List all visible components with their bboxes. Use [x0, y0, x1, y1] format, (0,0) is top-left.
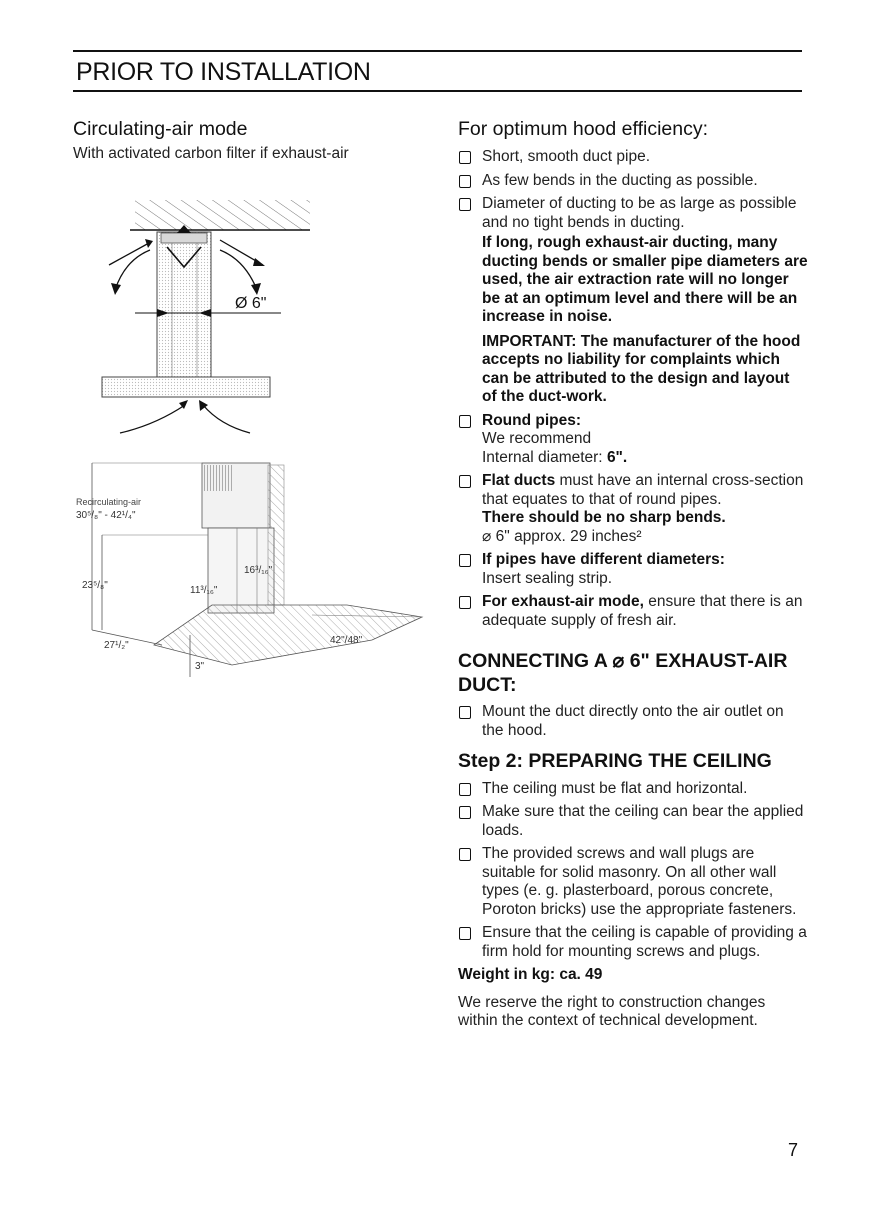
round-pipes-label: Round pipes: — [482, 411, 582, 429]
title-underline — [73, 90, 802, 92]
diff-diameter-text: Insert sealing strip. — [482, 569, 613, 587]
dim-16-label: 16³/₁₆" — [244, 565, 273, 576]
round-pipes-text: We recommend — [482, 430, 592, 448]
pipe-list — [458, 412, 808, 631]
ceiling-item: The provided screws and wall plugs are suitable for solid masonry. On all other wall types (e. g. plasterboard, porous concrete, Poroton bricks) use the appropriate fasteners. — [458, 845, 808, 919]
right-column — [458, 118, 808, 1031]
connecting-item: Mount the duct directly onto the air outlet on the hood. — [458, 703, 808, 740]
ceiling-item: The ceiling must be flat and horizontal. — [458, 780, 808, 799]
efficiency-heading: For optimum hood efficiency: — [458, 118, 709, 140]
hood-canopy-3d — [154, 605, 422, 665]
ducting-warning: If long, rough exhaust-air ducting, many ducting bends or smaller pipe diameters are used, the air extraction rate will no longer be at an optimum level and there will be an increase in noise. — [482, 234, 808, 326]
flat-ducts-approx: ⌀ 6" approx. 29 inches² — [482, 527, 642, 545]
hood-dimensions-diagram — [72, 455, 432, 680]
liability-notice: IMPORTANT: The manufacturer of the hood accepts no liability for complaints which can be attributed to the design and layout of the duct-work. — [482, 332, 801, 406]
hood-canopy — [102, 377, 270, 397]
height-range-label: 30⁵/₈" - 42¹/₄" — [76, 510, 136, 521]
connecting-heading: CONNECTING A ⌀ 6" EXHAUST-AIR DUCT: — [458, 650, 788, 696]
dim-11-label: 11³/₁₆" — [190, 585, 218, 596]
connecting-list — [458, 703, 808, 740]
round-pipes-diameter-value: 6". — [606, 448, 628, 466]
flat-ducts-label: Flat ducts — [482, 472, 556, 490]
efficiency-item: Short, smooth duct pipe. — [458, 148, 808, 167]
circulating-heading: Circulating-air mode — [73, 118, 248, 140]
dim-27-label: 27¹/₂" — [104, 640, 129, 651]
page-number: 7 — [788, 1140, 799, 1160]
ceiling-list — [458, 780, 808, 962]
circulating-subtitle: With activated carbon filter if exhaust-air — [73, 145, 349, 163]
diff-diameter-item — [458, 551, 808, 588]
circulating-air-diagram — [95, 195, 315, 440]
step2-heading: Step 2: PREPARING THE CEILING — [458, 750, 772, 773]
ceiling-item: Make sure that the ceiling can bear the applied loads. — [458, 803, 808, 840]
diameter-label: Ø 6" — [235, 295, 267, 312]
dim-3-label: 3" — [195, 661, 205, 672]
diff-diameter-label: If pipes have different diameters: — [482, 551, 725, 569]
recirc-label: Recirculating-air — [76, 497, 142, 507]
top-rule — [73, 50, 802, 52]
exhaust-mode-item — [458, 593, 808, 630]
flat-ducts-bends: There should be no sharp bends. — [482, 509, 726, 527]
ceiling-hatch — [135, 200, 310, 230]
exhaust-mode-text: ensure that there is an adequate supply of fresh air. — [482, 593, 803, 629]
flat-ducts-item — [458, 472, 808, 546]
flat-ducts-text: must have an internal cross-section that equates to that of round pipes. — [482, 472, 804, 508]
efficiency-item: As few bends in the ducting as possible. — [458, 172, 808, 191]
efficiency-item: Diameter of ducting to be as large as possible and no tight bends in ducting. — [458, 195, 808, 232]
dim-23-label: 23⁵/₈" — [82, 580, 108, 591]
page-title: PRIOR TO INSTALLATION — [76, 58, 371, 86]
chimney — [157, 232, 211, 377]
left-column — [73, 118, 413, 164]
round-pipes-item — [458, 412, 808, 468]
ceiling-item: Ensure that the ceiling is capable of providing a firm hold for mounting screws and plugs. — [458, 924, 808, 961]
reserve-note: We reserve the right to construction changes within the context of technical development. — [458, 993, 766, 1030]
exhaust-mode-label: For exhaust-air mode, — [482, 593, 644, 611]
efficiency-list — [458, 148, 808, 232]
dim-42-label: 42"/48" — [330, 635, 363, 646]
round-pipes-diameter-label: Internal diameter: — [482, 448, 607, 466]
weight-label: Weight in kg: ca. 49 — [458, 966, 603, 984]
